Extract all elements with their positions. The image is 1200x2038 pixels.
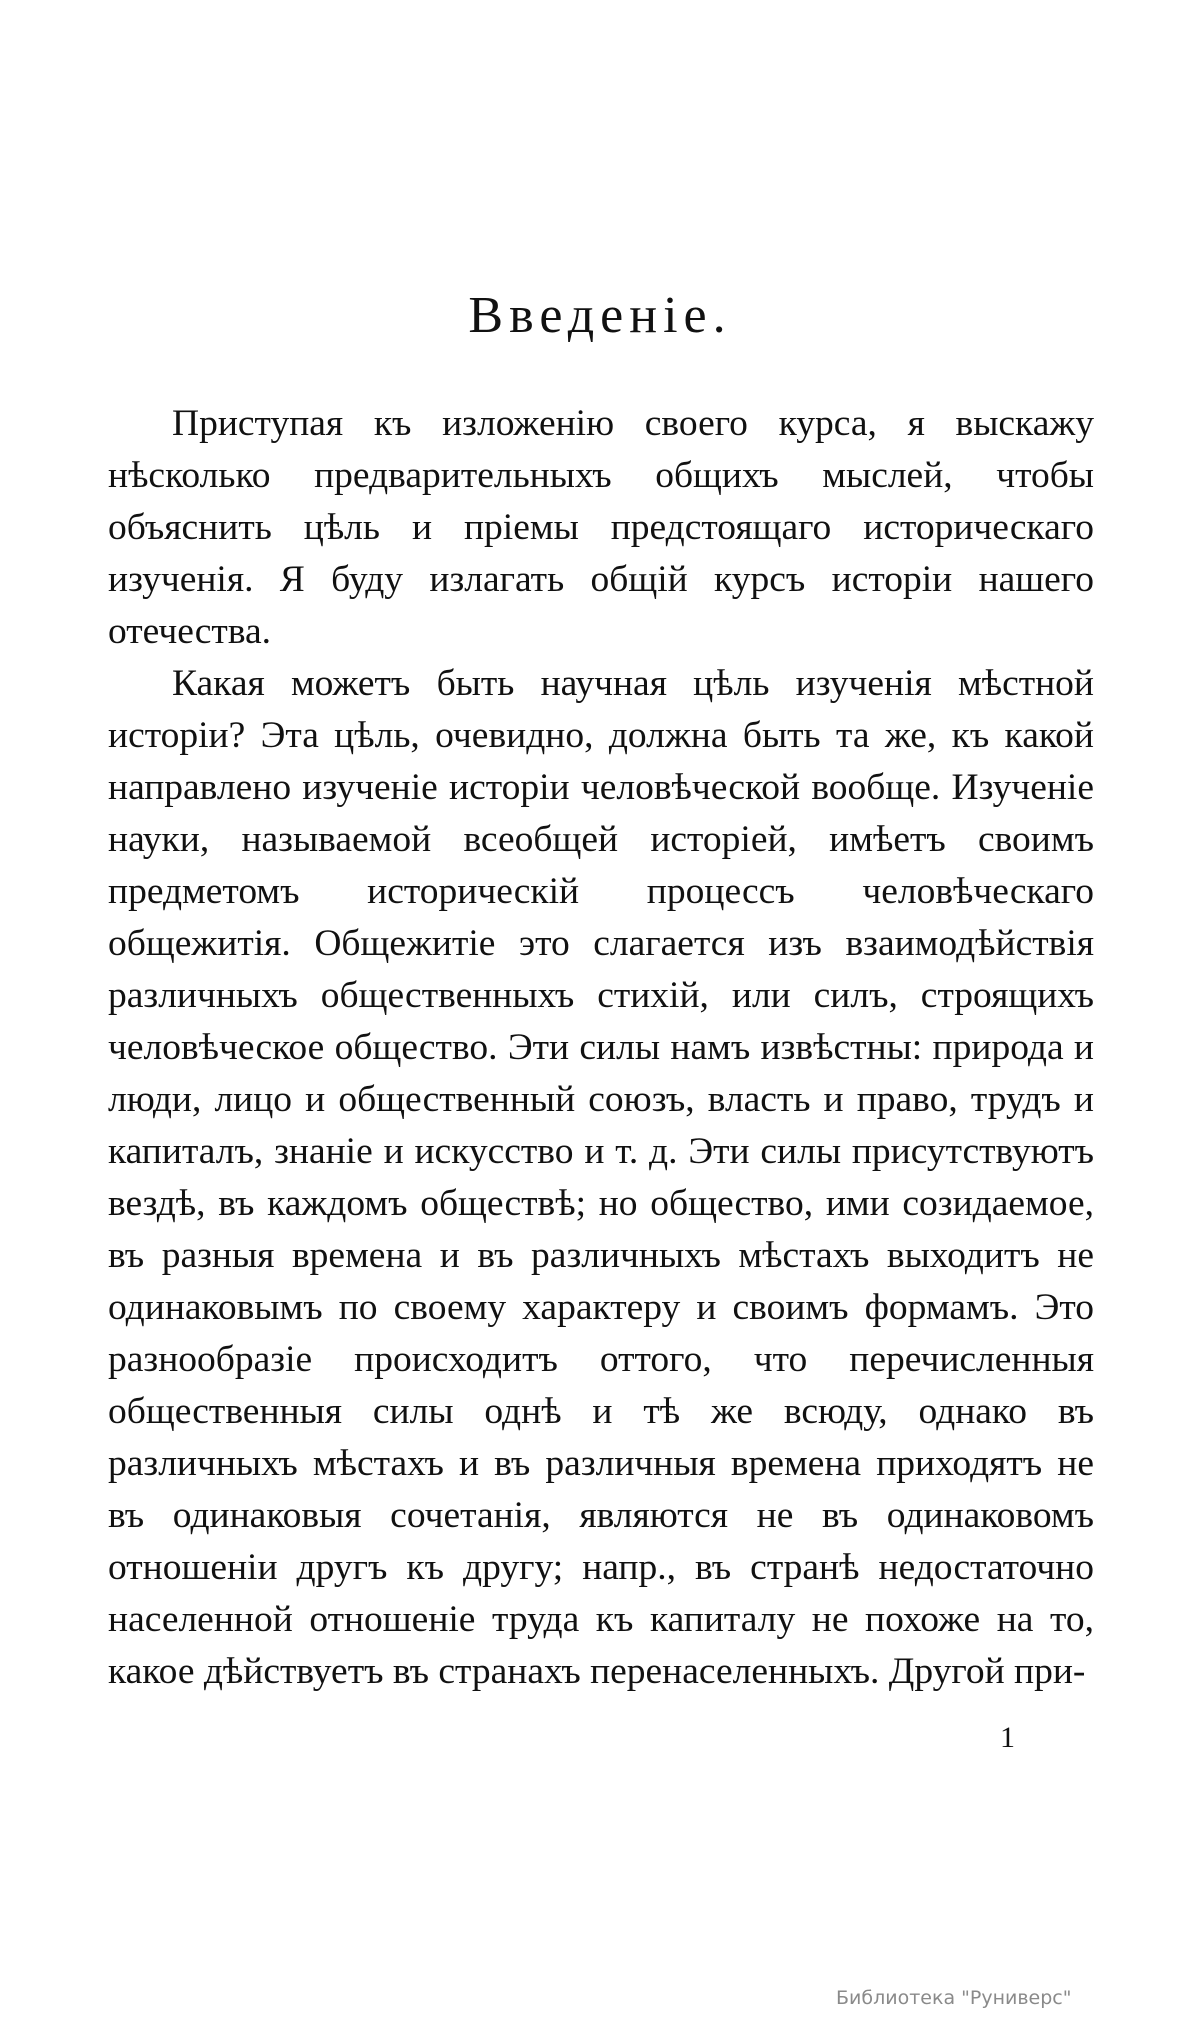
paragraph: Какая можетъ быть научная цѣль изученія мѣстной исторіи? Эта цѣль, очевидно, должна быть та же, къ какой направлено изученіе исторіи человѣческой вообще. Изученіе науки, называемой всеобщей исторіей, имѣетъ своимъ предметомъ историческій процессъ человѣческаго общежитія. Общежитіе это слагается изъ взаимодѣйствія различныхъ общественныхъ стихій, или силъ, строящихъ человѣческое общество. Эти силы намъ извѣстны: природа и люди, лицо и общественный союзъ, власть и право, трудъ и капиталъ, знаніе и искусство и т. д. Эти силы присутствуютъ вездѣ, въ каждомъ обществѣ; но общество, ими созидаемое, въ разныя времена и въ различныхъ мѣстахъ выходитъ не одинаковымъ по своему характеру и своимъ формамъ. Это разнообразіе происходитъ оттого, что перечисленныя общественныя силы однѣ и тѣ же всюду, однако въ различныхъ мѣстахъ и въ различныя времена приходятъ не въ одинаковыя сочетанія, являются не въ одинаковомъ отношеніи другъ къ другу; напр., въ странѣ недостаточно населенной отношеніе труда къ капиталу не похоже на то, какое дѣйствуетъ въ странахъ перенаселенныхъ. Другой при-: [108, 663, 1094, 1692]
page-number: 1: [1000, 1721, 1015, 1754]
page-title: Введеніе.: [468, 287, 732, 344]
library-credit: Библиотека "Руниверс": [836, 1987, 1072, 2009]
paragraph: Приступая къ изложенію своего курса, я выскажу нѣсколько предварительныхъ общихъ мыслей, чтобы объяснить цѣль и пріемы предстоящаго историческаго изученія. Я буду излагать общій курсъ исторіи нашего отечества.: [108, 403, 1094, 652]
body-text: [108, 398, 1094, 1698]
